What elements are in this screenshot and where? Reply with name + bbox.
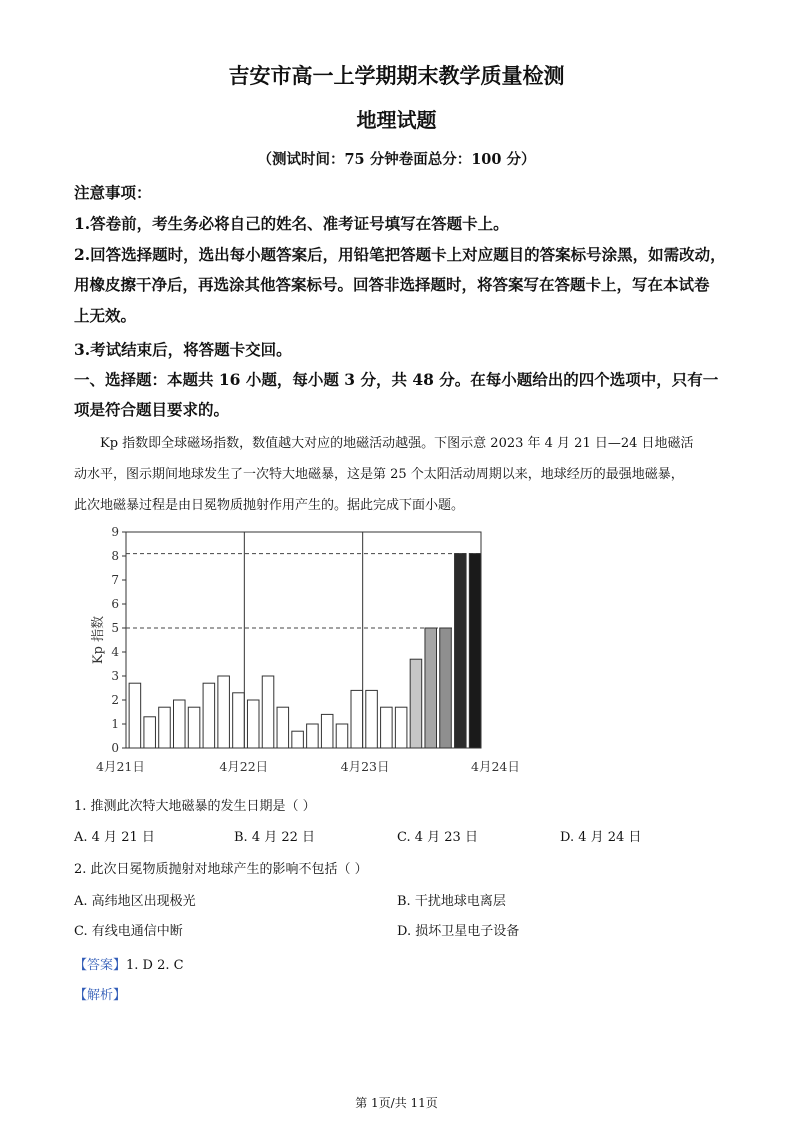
y-tick-label: 5 <box>111 621 119 635</box>
y-tick-label: 2 <box>111 693 119 707</box>
kp-bar <box>174 700 186 748</box>
question-1-option-a: A. 4 月 21 日 <box>74 830 155 845</box>
answer-text: 1. D 2. C <box>126 958 184 973</box>
analysis-label: 【解析】 <box>74 988 127 1003</box>
kp-bar <box>440 628 452 748</box>
kp-bar <box>292 731 304 748</box>
kp-bar <box>262 676 274 748</box>
kp-bar <box>129 683 141 748</box>
kp-bar <box>410 659 422 748</box>
answer-line <box>74 954 184 973</box>
notes-heading: 注意事项： <box>74 183 152 202</box>
notes-item-3: 3.考试结束后，将答题卡交回。 <box>74 340 292 359</box>
kp-bar <box>203 683 215 748</box>
question-2-stem: 2. 此次日冕物质抛射对地球产生的影响不包括（ ） <box>74 862 368 877</box>
y-tick-label: 3 <box>111 669 119 683</box>
question-1-option-c: C. 4 月 23 日 <box>397 830 478 845</box>
y-tick-label: 7 <box>111 573 119 587</box>
notes-item-1: 1.答卷前，考生务必将自己的姓名、准考证号填写在答题卡上。 <box>74 214 509 233</box>
question-2-option-d: D. 损坏卫星电子设备 <box>397 924 520 939</box>
kp-bar <box>233 693 245 748</box>
kp-bar <box>381 707 393 748</box>
x-day-label: 4月23日 <box>340 759 390 774</box>
x-day-label: 4月22日 <box>219 759 269 774</box>
notes-item-2-line-1: 2.回答选择题时，选出每小题答案后，用铅笔把答题卡上对应题目的答案标号涂黑，如需改动， <box>74 245 726 264</box>
question-2-option-a: A. 高纬地区出现极光 <box>74 894 196 909</box>
exam-title: 吉安市高一上学期期末教学质量检测 <box>228 63 565 88</box>
kp-bar <box>336 724 348 748</box>
question-1-stem: 1. 推测此次特大地磁暴的发生日期是（ ） <box>74 799 316 814</box>
kp-bar <box>366 690 378 748</box>
passage-line-1: Kp 指数即全球磁场指数，数值越大对应的地磁活动越强。下图示意 2023 年 4 月 21 日—24 日地磁活 <box>100 436 694 451</box>
kp-bar <box>395 707 407 748</box>
kp-bar <box>159 707 171 748</box>
kp-bar <box>425 628 437 748</box>
page-footer: 第 1页/共 11页 <box>355 1096 438 1110</box>
question-1-option-d: D. 4 月 24 日 <box>560 830 642 845</box>
kp-bar <box>469 554 481 748</box>
question-1-option-b: B. 4 月 22 日 <box>234 830 316 845</box>
kp-bar <box>218 676 230 748</box>
y-tick-label: 4 <box>111 645 119 659</box>
y-tick-label: 9 <box>111 525 119 539</box>
exam-subject: 地理试题 <box>356 108 437 132</box>
kp-bar <box>277 707 289 748</box>
kp-bar <box>455 554 467 748</box>
x-day-label: 4月21日 <box>96 759 145 774</box>
kp-chart <box>80 520 520 780</box>
y-axis-label: Kp 指数 <box>91 615 106 665</box>
x-day-label: 4月24日 <box>471 759 520 774</box>
kp-bar <box>144 717 156 748</box>
y-tick-label: 0 <box>111 741 119 755</box>
kp-bar <box>321 714 333 748</box>
kp-bar <box>307 724 319 748</box>
notes-item-2-line-3: 上无效。 <box>74 306 137 325</box>
answer-label: 【答案】 <box>74 958 127 973</box>
section-heading-line-2: 项是符合题目要求的。 <box>74 400 230 419</box>
y-tick-label: 1 <box>111 717 119 731</box>
exam-time-info: （测试时间：75 分钟卷面总分：100 分） <box>257 151 536 168</box>
question-2-option-b: B. 干扰地球电离层 <box>397 894 506 909</box>
kp-bar <box>247 700 259 748</box>
notes-item-2-line-2: 用橡皮擦干净后，再选涂其他答案标号。回答非选择题时，将答案写在答题卡上，写在本试卷 <box>74 275 710 294</box>
passage-line-3: 此次地磁暴过程是由日冕物质抛射作用产生的。据此完成下面小题。 <box>74 498 465 513</box>
kp-bar <box>188 707 200 748</box>
question-2-option-c: C. 有线电通信中断 <box>74 924 183 939</box>
kp-bar <box>351 690 363 748</box>
passage-line-2: 动水平，图示期间地球发生了一次特大地磁暴，这是第 25 个太阳活动周期以来，地球经历的最强地磁暴， <box>74 467 684 482</box>
y-tick-label: 8 <box>111 549 119 563</box>
section-heading-line-1: 一、选择题：本题共 16 小题，每小题 3 分，共 48 分。在每小题给出的四个选项中，只有一 <box>74 370 719 389</box>
y-tick-label: 6 <box>111 597 119 611</box>
